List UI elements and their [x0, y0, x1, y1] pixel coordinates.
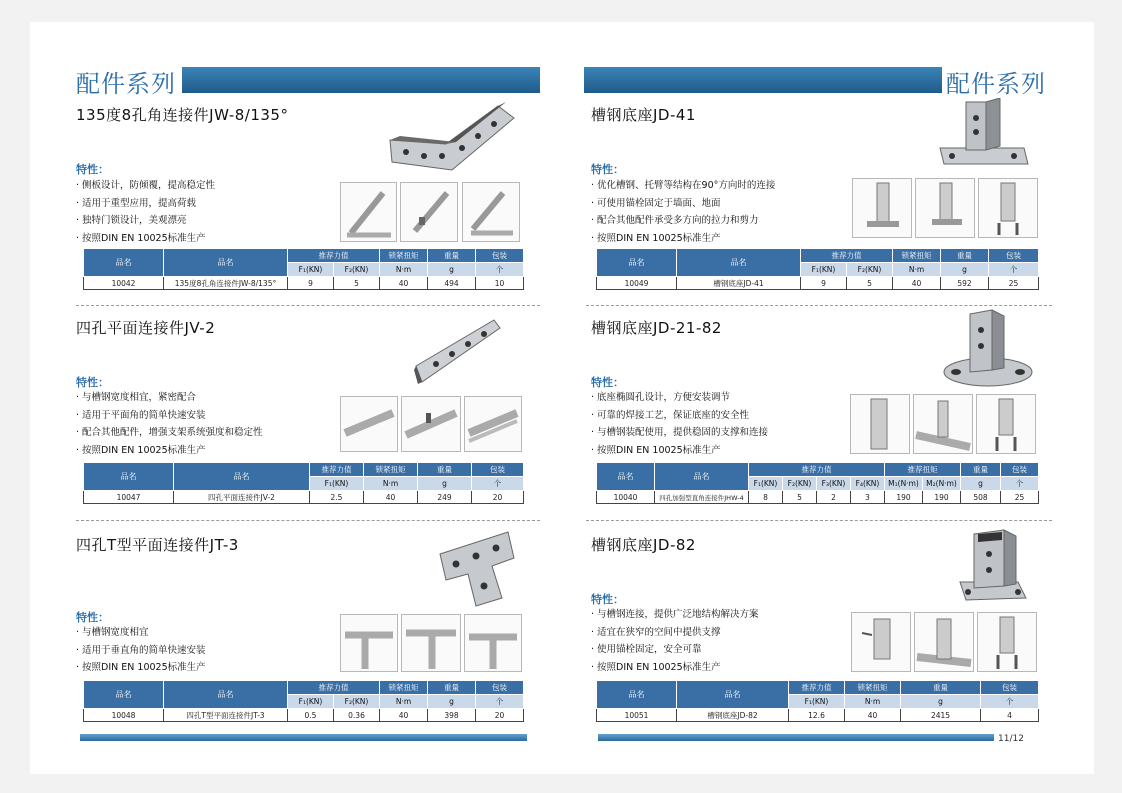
- jd82-usage-photo-2: [914, 612, 974, 672]
- features-label-jw8: 特性：: [76, 163, 109, 176]
- unit-f2: F₂(KN): [334, 695, 380, 709]
- left-footer-bar: [80, 734, 527, 741]
- jd41-usage-photo-2: [915, 178, 975, 238]
- feature-item: · 配合其他配件承受多方向的拉力和剪力: [591, 212, 775, 230]
- table-cell: 9: [288, 277, 334, 290]
- right-series-title: 配件系列: [946, 70, 1046, 98]
- col-name-header: 品名: [174, 463, 310, 491]
- jd82-usage-photo-3: [977, 612, 1037, 672]
- col-load-header: 推荐力值: [789, 681, 845, 695]
- feature-item: · 侧板设计，防倾覆，提高稳定性: [76, 177, 215, 195]
- jw8-usage-photo-3: [462, 182, 520, 242]
- section-divider: [76, 520, 540, 521]
- table-cell: 20: [476, 709, 524, 722]
- right-footer-bar: [598, 734, 994, 741]
- unit-torque: N·m: [893, 263, 941, 277]
- feature-list-jd2182: [591, 389, 768, 460]
- feature-item: · 按照DIN EN 10025标准生产: [76, 230, 215, 248]
- jt3-usage-photo-3: [464, 614, 522, 672]
- table-cell: 4: [981, 709, 1039, 722]
- unit-f3: F₃(KN): [817, 477, 851, 491]
- feature-item: · 底座椭圆孔设计，方便安装调节: [591, 389, 768, 407]
- unit-m1: M₁(N·m): [885, 477, 923, 491]
- table-cell: 12.6: [789, 709, 845, 722]
- table-row: [597, 277, 1039, 290]
- unit-f2: F₂(KN): [847, 263, 893, 277]
- section-divider: [586, 520, 1052, 521]
- left-header-bar: [182, 67, 540, 93]
- features-label-jt3: 特性：: [76, 611, 109, 624]
- col-pack-header: 包装: [476, 681, 524, 695]
- feature-item: · 适宜在狭窄的空间中提供支撑: [591, 624, 759, 642]
- jt3-product-image: [436, 528, 516, 608]
- col-torque-header: 锁紧扭矩: [893, 249, 941, 263]
- feature-item: · 按照DIN EN 10025标准生产: [76, 659, 206, 677]
- feature-item: · 优化槽钢、托臂等结构在90°方向时的连接: [591, 177, 775, 195]
- feature-item: · 可靠的焊接工艺，保证底座的安全性: [591, 407, 768, 425]
- unit-m2: M₂(N·m): [923, 477, 961, 491]
- col-weight-header: 重量: [961, 463, 1001, 477]
- table-cell: 398: [428, 709, 476, 722]
- feature-item: · 独特门锁设计，美观漂亮: [76, 212, 215, 230]
- jd82-usage-photo-1: [851, 612, 911, 672]
- table-cell: 10047: [84, 491, 174, 504]
- col-name-header: 品名: [164, 249, 288, 277]
- col-load-header: 推荐力值: [801, 249, 893, 263]
- table-cell: 四孔平面连接件JV-2: [174, 491, 310, 504]
- feature-item: · 配合其他配件，增强支架系统强度和稳定性: [76, 424, 263, 442]
- feature-item: · 按照DIN EN 10025标准生产: [591, 442, 768, 460]
- table-cell: 槽钢底座JD-82: [677, 709, 789, 722]
- col-torque-header: 锁紧扭矩: [380, 249, 428, 263]
- feature-item: · 按照DIN EN 10025标准生产: [591, 659, 759, 677]
- col-torque-header: 锁紧扭矩: [845, 681, 901, 695]
- jv2-usage-photo-2: [401, 396, 461, 452]
- unit-torque: N·m: [380, 263, 428, 277]
- table-cell: 0.5: [288, 709, 334, 722]
- table-cell: 25: [1001, 491, 1039, 504]
- page-number: 11/12: [998, 734, 1024, 744]
- table-cell: 10040: [597, 491, 655, 504]
- table-cell: 20: [472, 491, 524, 504]
- features-label-jd2182: 特性：: [591, 376, 624, 389]
- col-weight-header: 重量: [428, 681, 476, 695]
- product-title-jw8: 135度8孔角连接件JW-8/135°: [76, 106, 289, 124]
- jv2-usage-photo-1: [340, 396, 398, 452]
- table-cell: 508: [961, 491, 1001, 504]
- unit-pack: 个: [981, 695, 1039, 709]
- col-code-header: 品名: [597, 249, 677, 277]
- feature-item: · 使用锚栓固定，安全可靠: [591, 641, 759, 659]
- col-pack-header: 包装: [476, 249, 524, 263]
- col-pack-header: 包装: [1001, 463, 1039, 477]
- table-cell: 190: [923, 491, 961, 504]
- unit-weight: g: [428, 695, 476, 709]
- unit-f1: F₁(KN): [288, 695, 334, 709]
- jd82-product-image: [956, 524, 1030, 608]
- col-load-header: 推荐力值: [310, 463, 364, 477]
- left-series-title: 配件系列: [76, 70, 176, 98]
- table-row: [597, 709, 1039, 722]
- table-cell: 3: [851, 491, 885, 504]
- spec-table-jw8: [83, 248, 524, 290]
- col-code-header: 品名: [84, 249, 164, 277]
- table-row: [597, 491, 1039, 504]
- feature-item: · 与槽钢宽度相宜，紧密配合: [76, 389, 263, 407]
- feature-item: · 适用于平面角的简单快速安装: [76, 407, 263, 425]
- table-cell: 10048: [84, 709, 164, 722]
- table-cell: 5: [334, 277, 380, 290]
- table-cell: 2: [817, 491, 851, 504]
- table-cell: 2.5: [310, 491, 364, 504]
- col-torque-header: 锁紧扭矩: [380, 681, 428, 695]
- feature-item: · 与槽钢连接，提供广泛地结构解决方案: [591, 606, 759, 624]
- col-name-header: 品名: [677, 681, 789, 709]
- col-load-header: 推荐力值: [288, 681, 380, 695]
- feature-list-jv2: [76, 389, 263, 460]
- table-cell: 0.36: [334, 709, 380, 722]
- unit-weight: g: [901, 695, 981, 709]
- col-code-header: 品名: [84, 463, 174, 491]
- unit-pack: 个: [989, 263, 1039, 277]
- table-cell: 40: [364, 491, 418, 504]
- table-cell: 槽钢底座JD-41: [677, 277, 801, 290]
- col-name-header: 品名: [655, 463, 749, 491]
- col-torque-header: 推荐扭矩: [885, 463, 961, 477]
- feature-item: · 适用于垂直角的简单快速安装: [76, 642, 206, 660]
- col-pack-header: 包装: [981, 681, 1039, 695]
- spec-table-jt3: [83, 680, 524, 722]
- jv2-product-image: [412, 314, 502, 386]
- table-cell: 10042: [84, 277, 164, 290]
- spec-table-jd2182: [596, 462, 1039, 504]
- jv2-usage-photo-3: [464, 396, 522, 452]
- unit-torque: N·m: [364, 477, 418, 491]
- right-header-bar: [584, 67, 942, 93]
- jw8-usage-photo-2: [400, 182, 458, 242]
- unit-torque: N·m: [380, 695, 428, 709]
- feature-item: · 适用于重型应用，提高荷载: [76, 195, 215, 213]
- feature-list-jd82: [591, 606, 759, 677]
- jd41-product-image: [936, 98, 1030, 178]
- unit-f1: F₁(KN): [789, 695, 845, 709]
- col-load-header: 推荐力值: [749, 463, 885, 477]
- spec-table-jd82: [596, 680, 1039, 722]
- table-cell: 135度8孔角连接件JW-8/135°: [164, 277, 288, 290]
- col-pack-header: 包装: [472, 463, 524, 477]
- unit-f2: F₂(KN): [334, 263, 380, 277]
- unit-torque: N·m: [845, 695, 901, 709]
- table-cell: 40: [845, 709, 901, 722]
- jd41-usage-photo-1: [852, 178, 912, 238]
- table-cell: 40: [893, 277, 941, 290]
- table-cell: 8: [749, 491, 783, 504]
- section-divider: [76, 305, 540, 306]
- unit-f1: F₁(KN): [310, 477, 364, 491]
- feature-item: · 与槽钢宽度相宜: [76, 624, 206, 642]
- jd2182-usage-photo-3: [976, 394, 1036, 454]
- col-code-header: 品名: [597, 681, 677, 709]
- col-weight-header: 重量: [941, 249, 989, 263]
- unit-pack: 个: [1001, 477, 1039, 491]
- table-row: [84, 277, 524, 290]
- table-cell: 40: [380, 709, 428, 722]
- jt3-usage-photo-2: [401, 614, 461, 672]
- table-cell: 190: [885, 491, 923, 504]
- features-label-jd41: 特性：: [591, 163, 624, 176]
- unit-f4: F₄(KN): [851, 477, 885, 491]
- table-cell: 5: [783, 491, 817, 504]
- unit-weight: g: [961, 477, 1001, 491]
- product-title-jt3: 四孔T型平面连接件JT-3: [76, 536, 239, 554]
- feature-list-jw8: [76, 177, 215, 248]
- table-cell: 四孔加强型直角连接件JHW-4: [655, 491, 749, 504]
- table-cell: 249: [418, 491, 472, 504]
- feature-item: · 可使用锚栓固定于墙面、地面: [591, 195, 775, 213]
- spec-table-jd41: [596, 248, 1039, 290]
- unit-f1: F₁(KN): [749, 477, 783, 491]
- features-label-jd82: 特性：: [591, 593, 624, 606]
- col-load-header: 推荐力值: [288, 249, 380, 263]
- product-title-jd82: 槽钢底座JD-82: [591, 536, 696, 554]
- table-cell: 四孔T型平面连接件JT-3: [164, 709, 288, 722]
- jw8-product-image: [386, 98, 516, 178]
- col-torque-header: 锁紧扭矩: [364, 463, 418, 477]
- table-cell: 10: [476, 277, 524, 290]
- table-cell: 5: [847, 277, 893, 290]
- feature-item: · 按照DIN EN 10025标准生产: [591, 230, 775, 248]
- product-title-jv2: 四孔平面连接件JV-2: [76, 319, 216, 337]
- jd2182-usage-photo-1: [850, 394, 910, 454]
- table-cell: 9: [801, 277, 847, 290]
- product-title-jd2182: 槽钢底座JD-21-82: [591, 319, 722, 337]
- col-pack-header: 包装: [989, 249, 1039, 263]
- jd2182-usage-photo-2: [913, 394, 973, 454]
- unit-pack: 个: [476, 263, 524, 277]
- unit-f1: F₁(KN): [801, 263, 847, 277]
- col-code-header: 品名: [84, 681, 164, 709]
- unit-f1: F₁(KN): [288, 263, 334, 277]
- col-name-header: 品名: [677, 249, 801, 277]
- unit-pack: 个: [476, 695, 524, 709]
- table-cell: 494: [428, 277, 476, 290]
- col-weight-header: 重量: [901, 681, 981, 695]
- table-cell: 10051: [597, 709, 677, 722]
- table-cell: 40: [380, 277, 428, 290]
- table-row: [84, 491, 524, 504]
- unit-weight: g: [428, 263, 476, 277]
- feature-list-jd41: [591, 177, 775, 248]
- product-title-jd41: 槽钢底座JD-41: [591, 106, 696, 124]
- unit-pack: 个: [472, 477, 524, 491]
- table-cell: 2415: [901, 709, 981, 722]
- jw8-usage-photo-1: [340, 182, 397, 242]
- table-row: [84, 709, 524, 722]
- col-weight-header: 重量: [418, 463, 472, 477]
- jd2182-product-image: [940, 306, 1036, 392]
- feature-item: · 按照DIN EN 10025标准生产: [76, 442, 263, 460]
- feature-item: · 与槽钢装配使用，提供稳固的支撑和连接: [591, 424, 768, 442]
- col-code-header: 品名: [597, 463, 655, 491]
- feature-list-jt3: [76, 624, 206, 677]
- features-label-jv2: 特性：: [76, 376, 109, 389]
- table-cell: 10049: [597, 277, 677, 290]
- jd41-usage-photo-3: [978, 178, 1038, 238]
- unit-weight: g: [941, 263, 989, 277]
- table-cell: 592: [941, 277, 989, 290]
- jt3-usage-photo-1: [340, 614, 398, 672]
- table-cell: 25: [989, 277, 1039, 290]
- col-name-header: 品名: [164, 681, 288, 709]
- spec-table-jv2: [83, 462, 524, 504]
- unit-weight: g: [418, 477, 472, 491]
- unit-f2: F₂(KN): [783, 477, 817, 491]
- col-weight-header: 重量: [428, 249, 476, 263]
